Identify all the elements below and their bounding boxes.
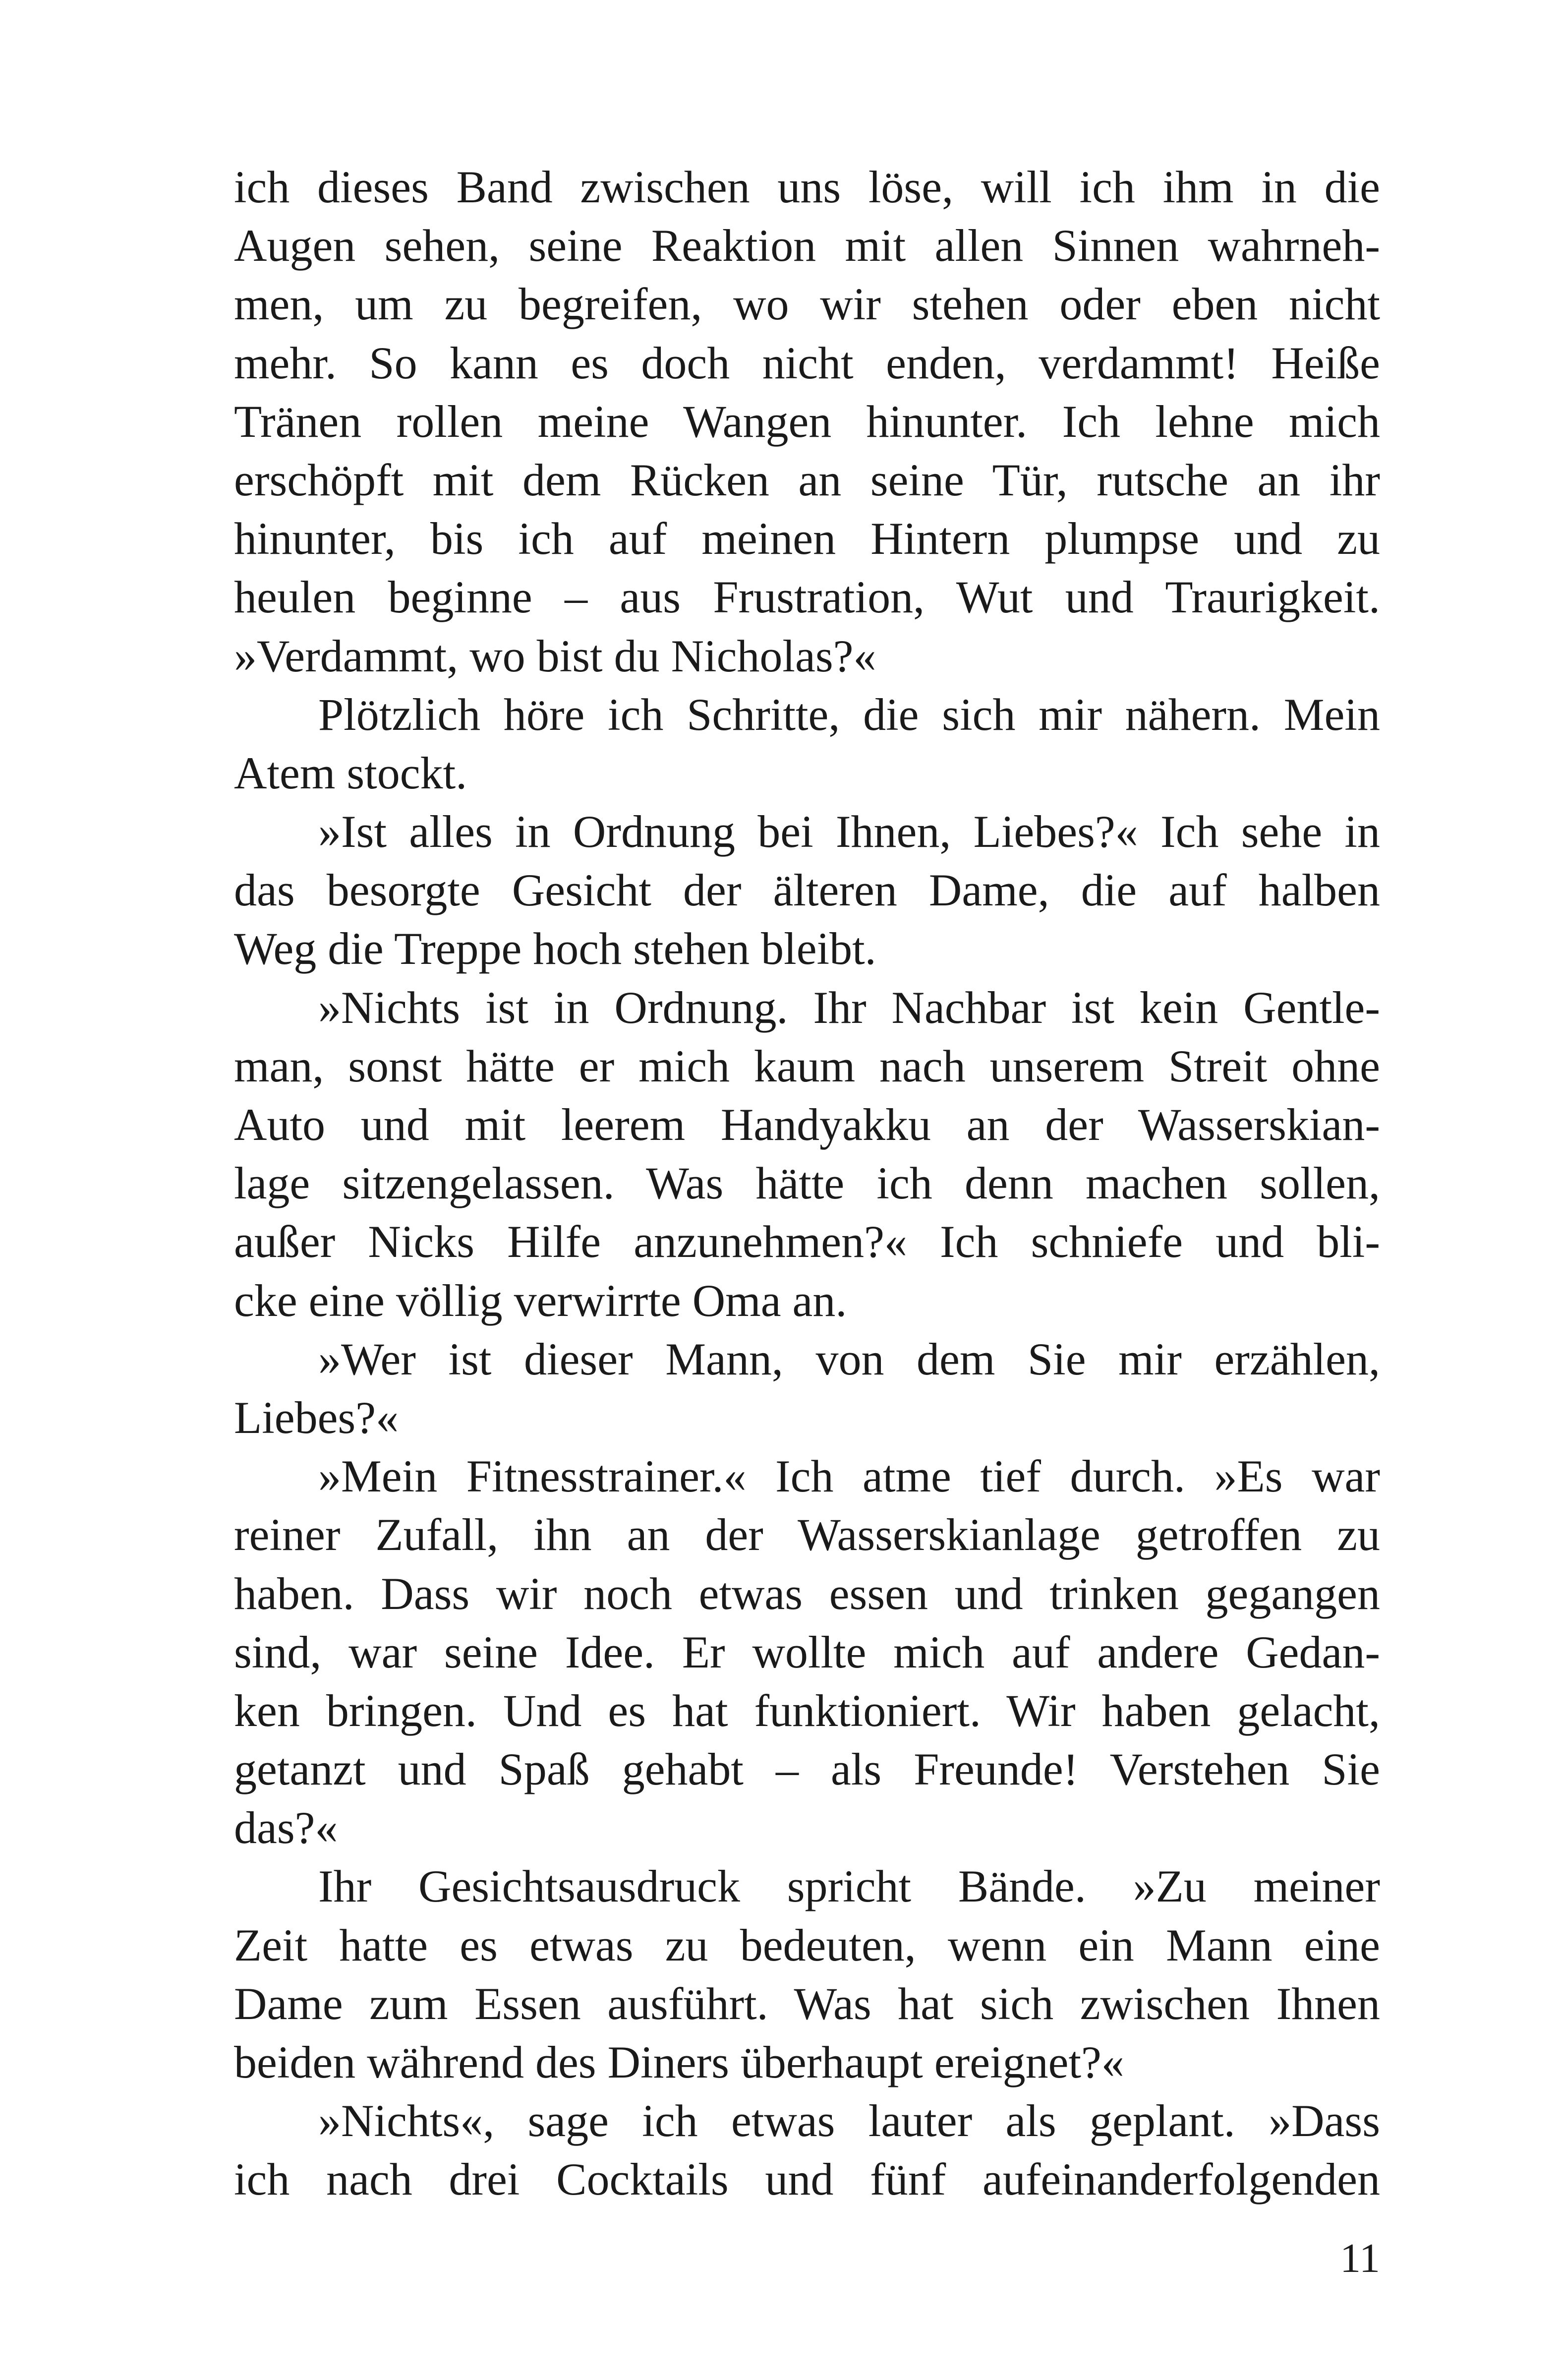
text-line: außer Nicks Hilfe anzunehmen?« Ich schniefe und bli- xyxy=(234,1216,1380,1267)
text-line: erschöpft mit dem Rücken an seine Tür, rutsche an ihr xyxy=(234,454,1380,505)
text-line: das besorgte Gesicht der älteren Dame, die auf halben xyxy=(234,865,1380,916)
text-line: heulen beginne – aus Frustration, Wut und Traurigkeit. xyxy=(234,572,1380,623)
text-line: Zeit hatte es etwas zu bedeuten, wenn ein Mann eine xyxy=(234,1919,1380,1970)
text-line: das?« xyxy=(234,1802,338,1853)
text-line: Plötzlich höre ich Schritte, die sich mir nähern. Mein xyxy=(318,689,1380,740)
text-line: Atem stockt. xyxy=(234,747,467,798)
text-line: Tränen rollen meine Wangen hinunter. Ich lehne mich xyxy=(234,396,1380,447)
text-line: beiden während des Diners überhaupt ereignet?« xyxy=(234,2037,1124,2087)
text-line: haben. Dass wir noch etwas essen und trinken gegangen xyxy=(234,1568,1380,1619)
text-line: »Nichts«, sage ich etwas lauter als geplant. »Dass xyxy=(318,2095,1380,2146)
text-line: »Ist alles in Ordnung bei Ihnen, Liebes?« Ich sehe in xyxy=(318,806,1380,857)
text-line: Liebes?« xyxy=(234,1392,399,1443)
text-line: Dame zum Essen ausführt. Was hat sich zwischen Ihnen xyxy=(234,1978,1380,2029)
text-line: Weg die Treppe hoch stehen bleibt. xyxy=(234,923,876,974)
text-line: men, um zu begreifen, wo wir stehen oder eben nicht xyxy=(234,279,1380,330)
text-line: Auto und mit leerem Handyakku an der Wasserskian- xyxy=(234,1099,1380,1150)
text-line: mehr. So kann es doch nicht enden, verdammt! Heiße xyxy=(234,337,1380,388)
text-line: sind, war seine Idee. Er wollte mich auf andere Gedan- xyxy=(234,1626,1380,1677)
text-line: »Mein Fitnesstrainer.« Ich atme tief durch. »Es war xyxy=(318,1451,1380,1502)
text-line: ken bringen. Und es hat funktioniert. Wir haben gelacht, xyxy=(234,1685,1380,1736)
text-line: Augen sehen, seine Reaktion mit allen Sinnen wahrneh- xyxy=(234,220,1380,271)
text-line: reiner Zufall, ihn an der Wasserskianlage getroffen zu xyxy=(234,1509,1380,1560)
text-line: man, sonst hätte er mich kaum nach unserem Streit ohne xyxy=(234,1040,1380,1091)
text-line: »Nichts ist in Ordnung. Ihr Nachbar ist kein Gentle- xyxy=(318,982,1380,1033)
text-line: hinunter, bis ich auf meinen Hintern plumpse und zu xyxy=(234,513,1380,564)
text-line: ich dieses Band zwischen uns löse, will ich ihm in die xyxy=(234,162,1380,212)
body-text xyxy=(234,158,1380,2209)
text-line: ich nach drei Cocktails und fünf aufeinanderfolgenden xyxy=(234,2154,1380,2205)
text-line: Ihr Gesichtsausdruck spricht Bände. »Zu meiner xyxy=(318,1861,1380,1912)
text-line: »Verdammt, wo bist du Nicholas?« xyxy=(234,630,876,681)
text-line: getanzt und Spaß gehabt – als Freunde! Verstehen Sie xyxy=(234,1744,1380,1795)
text-line: cke eine völlig verwirrte Oma an. xyxy=(234,1275,847,1326)
text-line: »Wer ist dieser Mann, von dem Sie mir erzählen, xyxy=(318,1333,1380,1384)
page-number: 11 xyxy=(1340,2235,1380,2281)
text-line: lage sitzengelassen. Was hätte ich denn machen sollen, xyxy=(234,1158,1380,1209)
